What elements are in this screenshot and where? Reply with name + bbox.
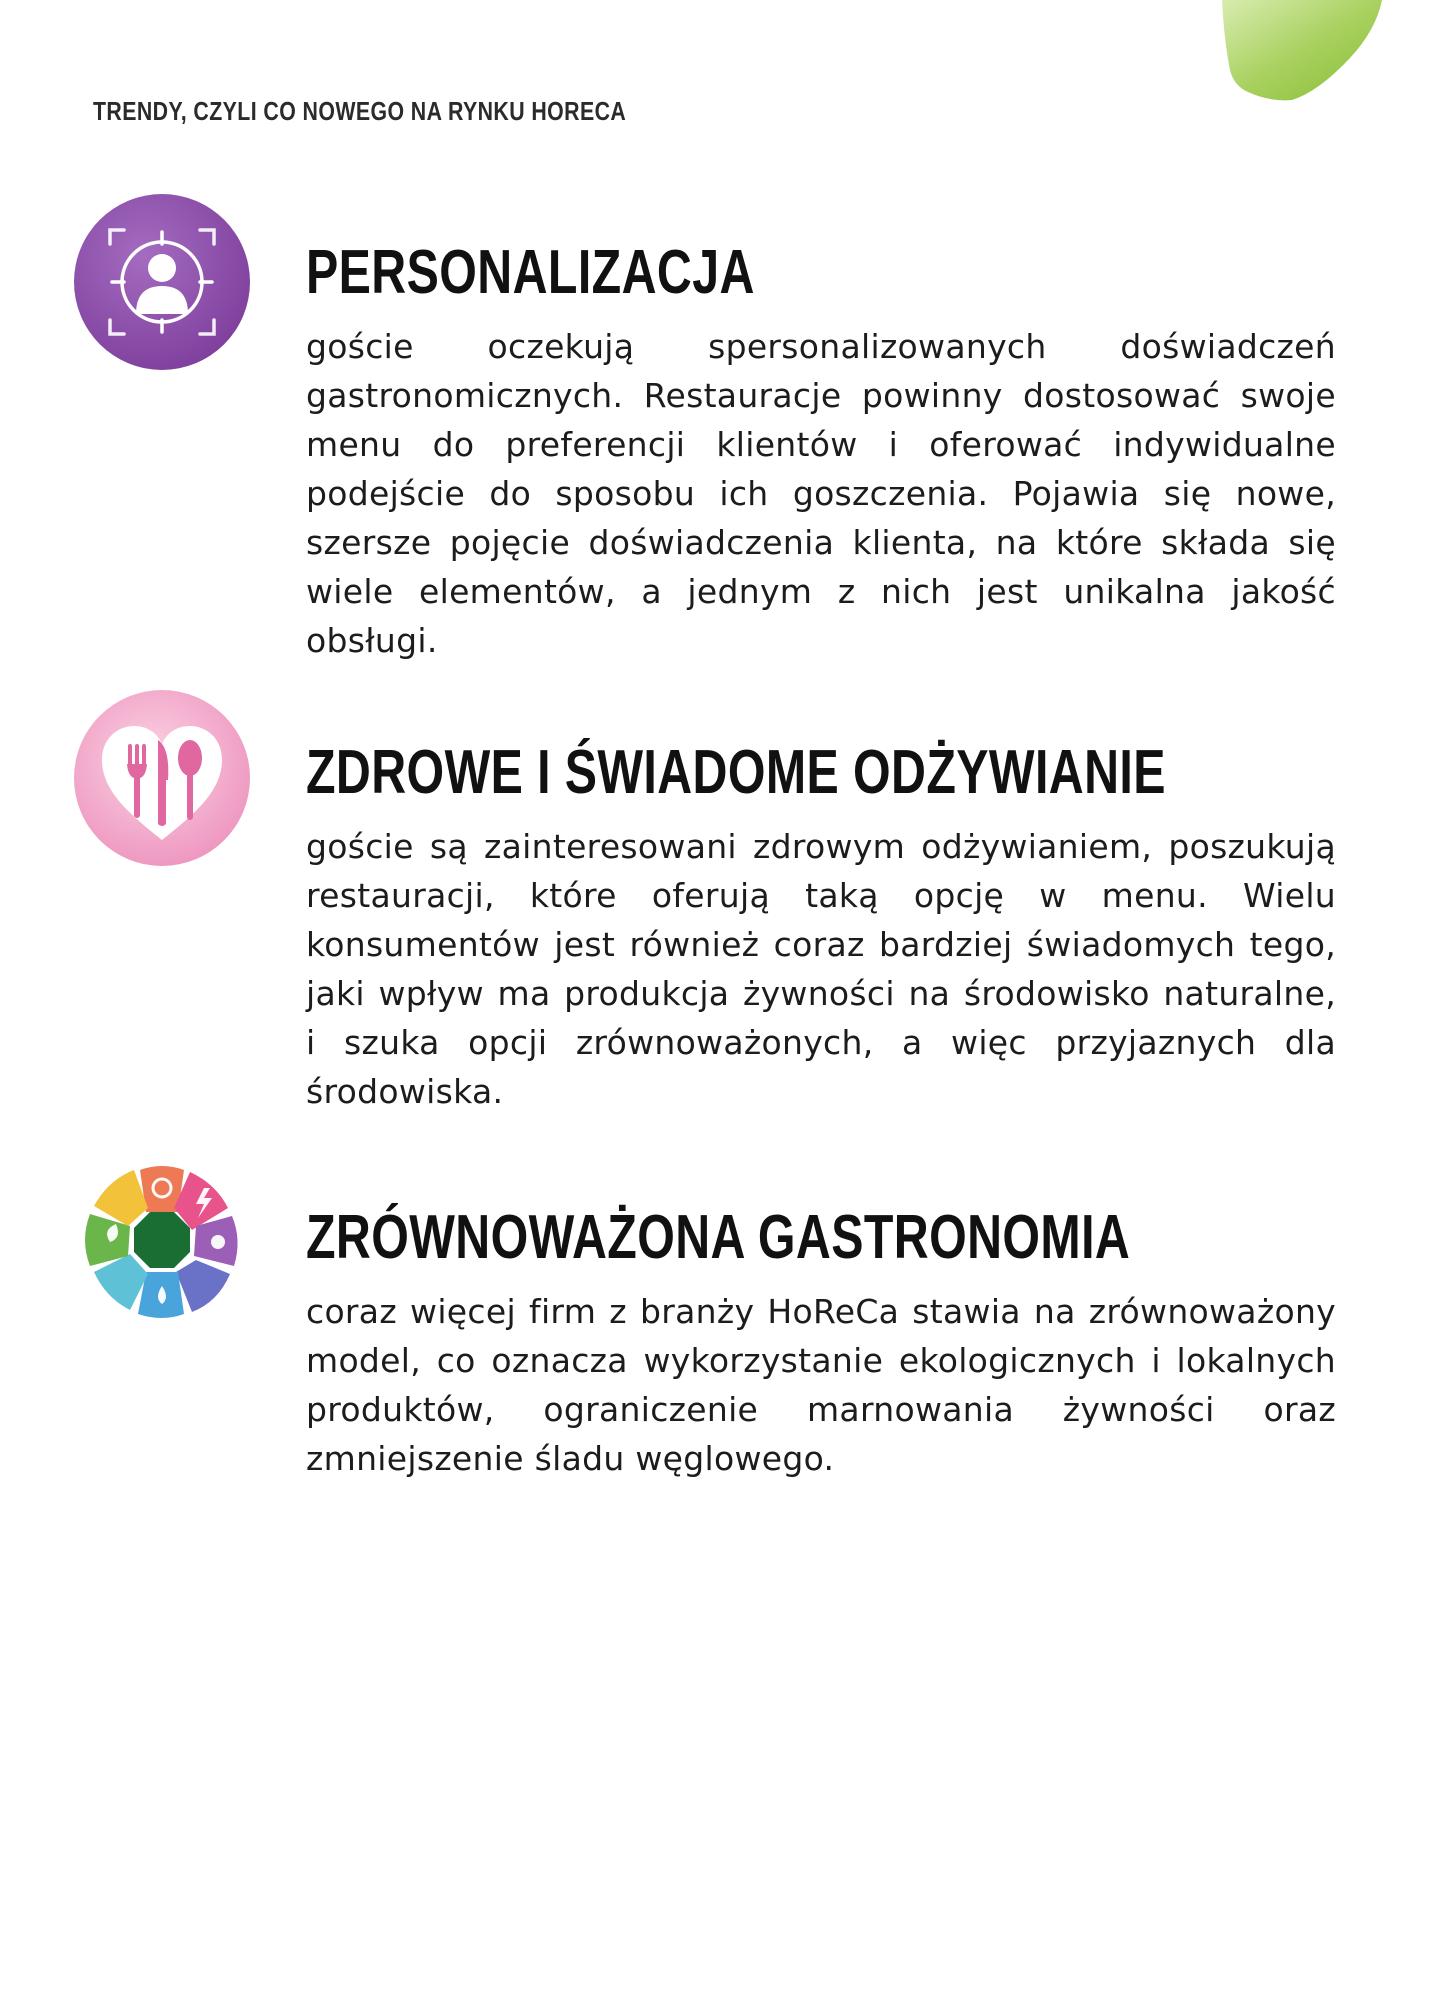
section-title: ZDROWE I ŚWIADOME ODŻYWIANIE [306, 738, 1166, 807]
heart-cutlery-icon [72, 688, 252, 868]
section-body: coraz więcej firm z branży HoReCa stawia na zrównoważony model, co oznacza wykorzystanie ekologicznych i lokalnych produktów, ograniczenie marnowania żywności oraz zmniejszenie śladu węglowego. [306, 1292, 1336, 1478]
section-body: goście są zainteresowani zdrowym odżywianiem, poszukują restauracji, które oferują taką opcję w menu. Wielu konsumentów jest również coraz bardziej świadomych tego, jaki wpływ ma produkcja żywności na środowisko naturalne, i szuka opcji zrównoważonych, a więc przyjaznych dla środowiska. [306, 827, 1336, 1111]
section-title: ZRÓWNOWAŻONA GASTRONOMIA [306, 1203, 1131, 1272]
section-body: goście oczekują spersonalizowanych doświadczeń gastronomicznych. Restauracje powinny dostosować swoje menu do preferencji klientów i oferować indywidualne podejście do sposobu ich goszczenia. Pojawia się nowe, szersze pojęcie doświadczenia klienta, na które składa się wiele elementów, a jednym z nich jest unikalna jakość obsługi. [306, 327, 1336, 660]
person-target-icon [72, 192, 252, 372]
sustainability-flower-icon [72, 1150, 252, 1330]
section-title: PERSONALIZACJA [306, 238, 755, 307]
green-leaf-decoration [1200, 0, 1440, 110]
running-head: TRENDY, CZYLI CO NOWEGO NA RYNKU HORECA [93, 96, 627, 126]
